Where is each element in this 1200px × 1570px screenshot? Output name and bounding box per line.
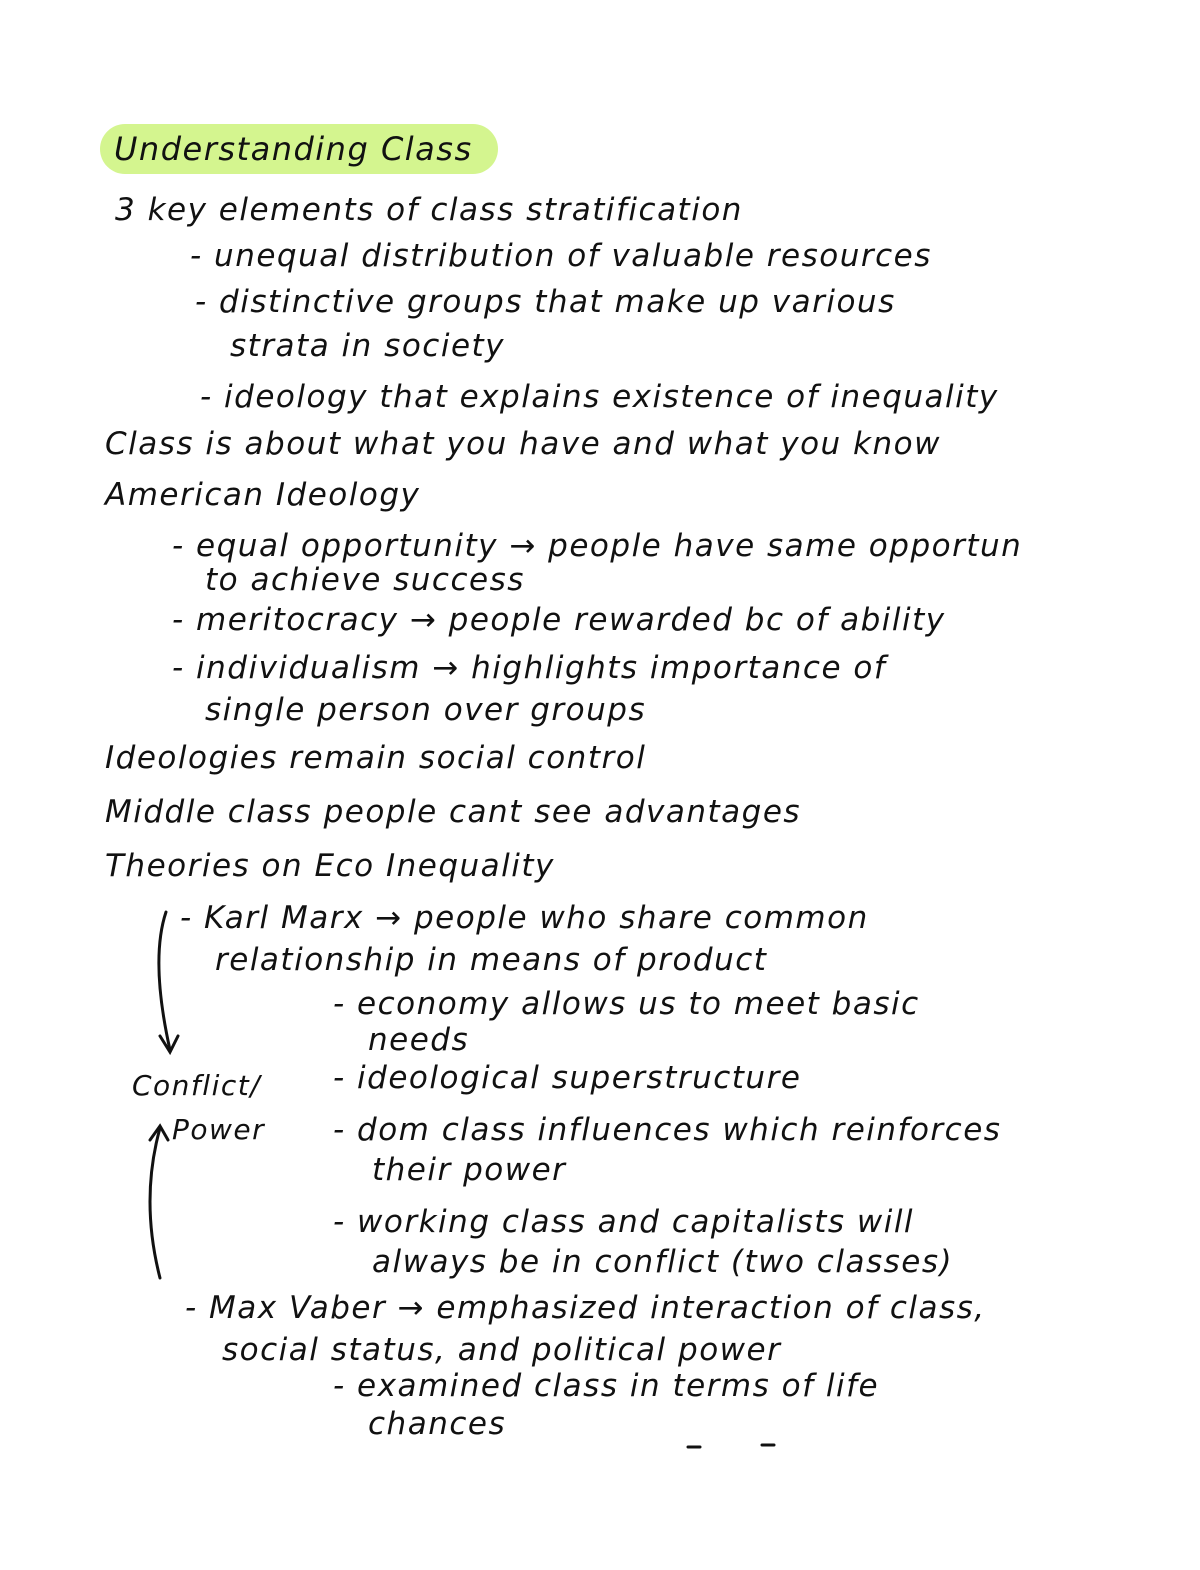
note-line: - economy allows us to meet basic <box>333 986 920 1022</box>
note-line: Ideologies remain social control <box>105 740 647 776</box>
note-line: - individualism → highlights importance of <box>172 650 887 686</box>
note-line: to achieve success <box>205 562 525 598</box>
note-line: chances <box>368 1406 507 1442</box>
note-line: - ideological superstructure <box>333 1060 802 1096</box>
note-line: strata in society <box>230 328 506 364</box>
note-line: American Ideology <box>105 477 421 513</box>
note-line: - unequal distribution of valuable resources <box>190 238 932 274</box>
note-line: - Max Vaber → emphasized interaction of class, <box>185 1290 986 1326</box>
note-line: always be in conflict (two classes) <box>372 1244 954 1280</box>
note-line: - meritocracy → people rewarded bc of ability <box>172 602 946 638</box>
note-line: needs <box>368 1022 470 1058</box>
note-line: - dom class influences which reinforces <box>333 1112 1002 1148</box>
note-line: social status, and political power <box>222 1332 782 1368</box>
note-line: relationship in means of product <box>215 942 768 978</box>
note-line: - ideology that explains existence of inequality <box>200 379 999 415</box>
note-line: 3 key elements of class stratification <box>115 192 743 228</box>
page-title: Understanding Class <box>114 130 473 168</box>
note-line: Middle class people cant see advantages <box>105 794 802 830</box>
down-arrow-icon <box>159 912 170 1050</box>
note-line: - working class and capitalists will <box>333 1204 915 1240</box>
note-line: - distinctive groups that make up various <box>195 284 896 320</box>
note-line: - Karl Marx → people who share common <box>180 900 869 936</box>
note-line: - equal opportunity → people have same opportun <box>172 528 1023 564</box>
note-line: Theories on Eco Inequality <box>105 848 555 884</box>
note-line: single person over groups <box>205 692 647 728</box>
margin-note-conflict: Conflict/ <box>132 1069 262 1102</box>
up-arrow-icon <box>150 1128 160 1278</box>
margin-note-power: Power <box>172 1113 266 1146</box>
note-line: Class is about what you have and what you know <box>105 426 941 462</box>
note-line: - examined class in terms of life <box>333 1368 880 1404</box>
note-line: their power <box>372 1152 567 1188</box>
